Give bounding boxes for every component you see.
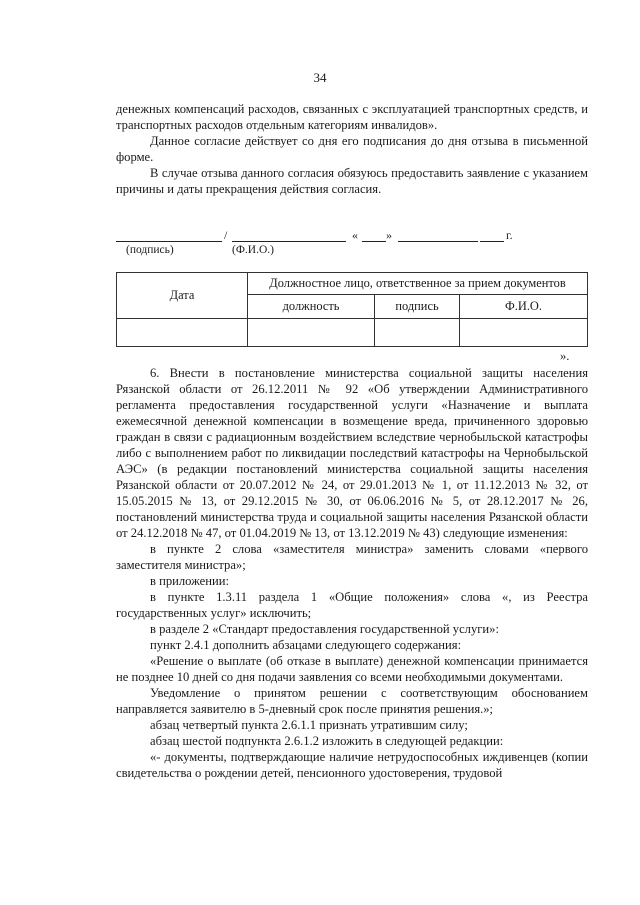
column-position: должность bbox=[248, 295, 375, 319]
consent-paragraph: Данное согласие действует со дня его подписания до дня отзыва в письменной форме. bbox=[116, 134, 588, 164]
consent-paragraph: денежных компенсаций расходов, связанных с эксплуатацией транспортных средств, и транспортных расходов отдельным категориям инвалидов». bbox=[116, 102, 588, 132]
year-suffix: г. bbox=[506, 228, 513, 242]
month-blank bbox=[398, 241, 478, 242]
empty-cell bbox=[460, 319, 588, 347]
amendment-paragraph: в приложении: bbox=[150, 574, 229, 588]
consent-paragraph: В случае отзыва данного согласия обязуюсь предоставить заявление с указанием причины и даты прекращения действия согласия. bbox=[116, 166, 588, 196]
amendment-paragraph: абзац шестой подпункта 2.6.1.2 изложить в следующей редакции: bbox=[150, 734, 504, 748]
name-blank bbox=[232, 241, 346, 242]
empty-cell bbox=[248, 319, 375, 347]
signature-labels bbox=[116, 244, 588, 260]
amendment-paragraph: «Решение о выплате (об отказе в выплате) денежной компенсации принимается не позднее 10 дней со дня подачи заявления со всеми необходимыми документами. bbox=[116, 654, 588, 684]
amendment-paragraph: в разделе 2 «Стандарт предоставления государственной услуги»: bbox=[150, 622, 499, 636]
official-header: Должностное лицо, ответственное за прием документов bbox=[248, 273, 588, 295]
empty-cell bbox=[117, 319, 248, 347]
amendment-paragraph: абзац четвертый пункта 2.6.1.1 признать утратившим силу; bbox=[150, 718, 468, 732]
date-quote-open: « bbox=[352, 228, 358, 242]
signature-slash: / bbox=[224, 228, 228, 242]
amendment-paragraph: «- документы, подтверждающие наличие нетрудоспособных иждивенцев (копии свидетельства о рождении детей, пенсионного удостоверения, трудовой bbox=[116, 750, 588, 780]
amendment-text-block bbox=[116, 365, 588, 781]
date-header: Дата bbox=[117, 273, 248, 319]
label-signature: (подпись) bbox=[126, 244, 174, 256]
signature-blank bbox=[116, 241, 222, 242]
column-name: Ф.И.О. bbox=[460, 295, 588, 319]
page-number: 34 bbox=[313, 70, 327, 85]
empty-cell bbox=[375, 319, 460, 347]
amendment-paragraph: в пункте 2 слова «заместителя министра» заменить словами «первого заместителя министра»; bbox=[116, 542, 588, 572]
document-receipt-table bbox=[116, 272, 588, 347]
consent-text-block bbox=[116, 101, 588, 197]
label-name: (Ф.И.О.) bbox=[232, 244, 274, 256]
closing-quote: ». bbox=[560, 349, 570, 363]
day-blank bbox=[362, 241, 386, 242]
amendment-paragraph: в пункте 1.3.11 раздела 1 «Общие положения» слова «, из Реестра государственных услуг» исключить; bbox=[116, 590, 588, 620]
column-signature: подпись bbox=[375, 295, 460, 319]
date-quote-close: » bbox=[386, 228, 392, 242]
amendment-paragraph: 6. Внести в постановление министерства социальной защиты населения Рязанской области от 26.12.2011 № 92 «Об утверждении Административного регламента предоставления государственной услуги «Назначение и выплата ежемесячной денежной компенсации в возмещение вреда, причиненного здоровью граждан в связи с радиационным воздействием вследствие чернобыльской катастрофы либо с выполнением работ по ликвидации последствий катастрофы на Чернобыльской АЭС» (в редакции постановлений министерства социальной защиты населения Рязанской области от 20.07.2012 № 24, от 29.01.2013 № 1, от 11.12.2013 № 32, от 15.05.2015 № 13, от 29.12.2015 № 30, от 06.06.2016 № 5, от 28.12.2017 № 26, постановлений министерства труда и социальной защиты населения Рязанской области от 24.12.2018 № 47, от 01.04.2019 № 13, от 13.12.2019 № 43) следующие изменения: bbox=[116, 366, 588, 540]
year-blank bbox=[480, 241, 504, 242]
amendment-paragraph: Уведомление о принятом решении с соответствующим обоснованием направляется заявителю в 5-дневный срок после принятия решения.»; bbox=[116, 686, 588, 716]
amendment-paragraph: пункт 2.4.1 дополнить абзацами следующего содержания: bbox=[150, 638, 462, 652]
